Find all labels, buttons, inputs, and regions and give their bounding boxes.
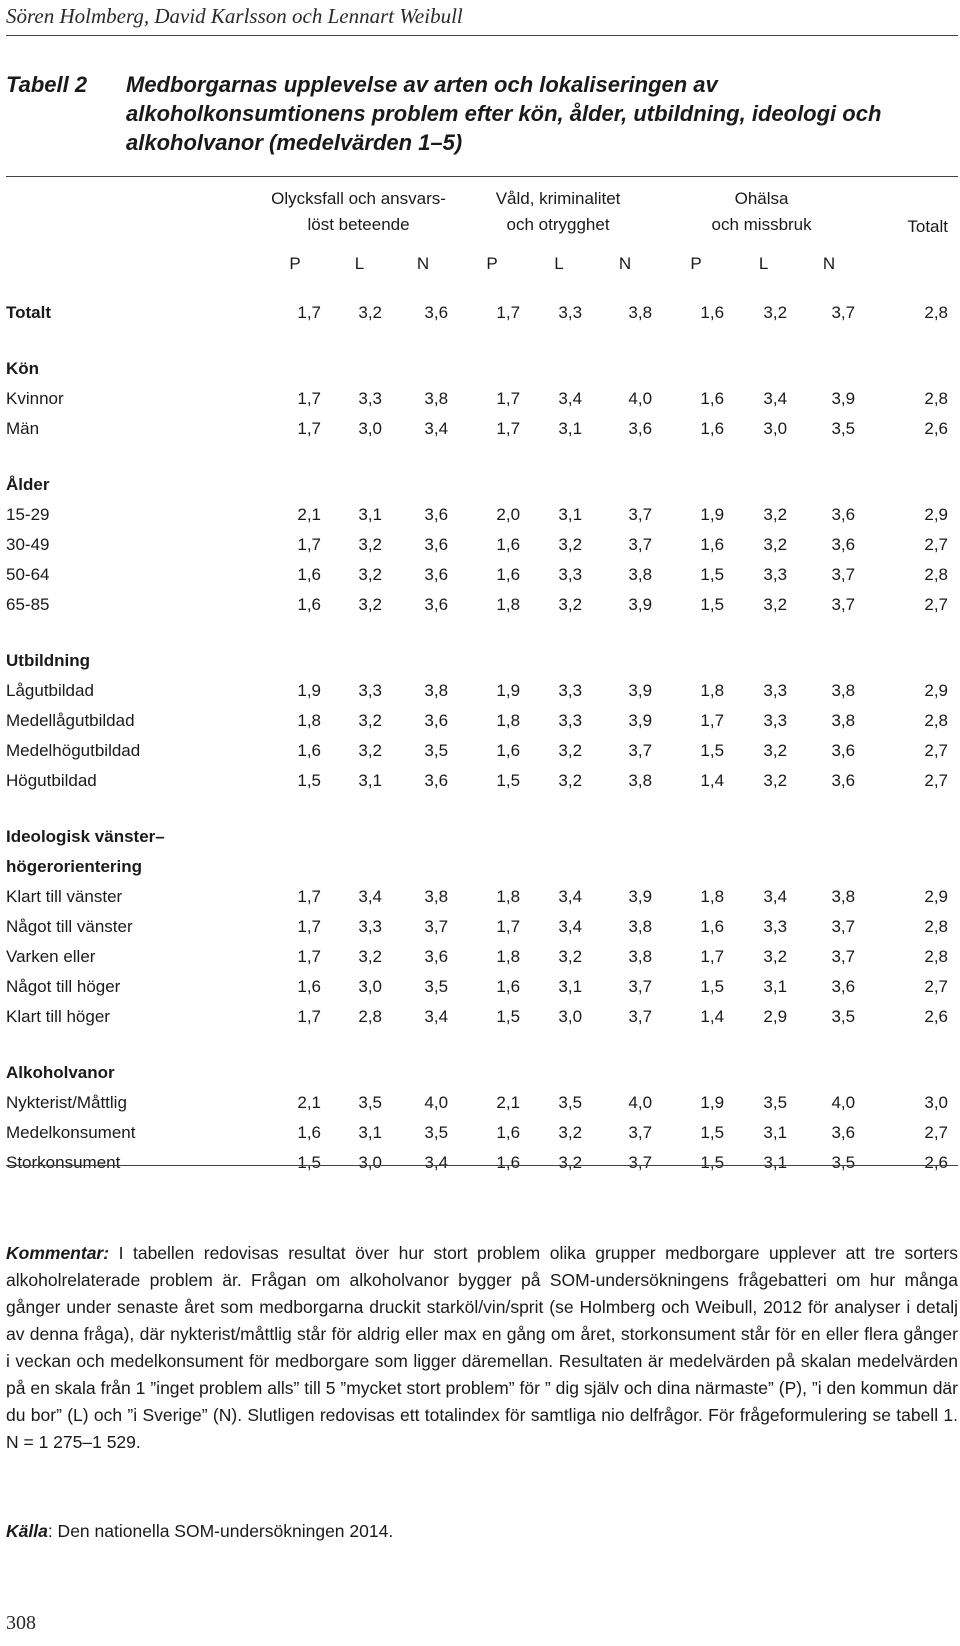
running-head: Sören Holmberg, David Karlsson och Lennart Weibull (6, 4, 463, 28)
value-cell: 2,8 (924, 947, 948, 966)
row-label: Nykterist/Måttlig (6, 1093, 127, 1112)
value-cell: 3,6 (831, 535, 856, 554)
value-cell: 1,5 (297, 1153, 321, 1172)
row-label: Medellågutbildad (6, 711, 135, 730)
value-cell: 2,1 (297, 1093, 321, 1112)
value-cell: 1,7 (297, 1007, 321, 1026)
value-cell: 3,6 (831, 1123, 856, 1142)
value-cell: 3,6 (424, 505, 449, 524)
value-cell: 1,5 (496, 771, 521, 790)
value-cell: 2,9 (924, 681, 948, 700)
spacer-cell (6, 328, 956, 354)
source-note (6, 1521, 393, 1542)
value-cell: 3,1 (763, 1123, 788, 1142)
value-cell: 3,9 (628, 887, 653, 906)
results-table (6, 186, 956, 1178)
value-cell: 1,8 (496, 947, 521, 966)
value-cell: 3,0 (558, 1007, 583, 1026)
value-cell: 3,3 (358, 917, 382, 936)
value-cell: 1,8 (700, 887, 725, 906)
value-cell: 3,8 (628, 771, 653, 790)
section-title: Utbildning (6, 651, 91, 670)
value-cell: 2,7 (924, 771, 948, 790)
section-header-row (6, 354, 956, 384)
value-cell: 3,5 (424, 741, 449, 760)
section-header-row (6, 470, 956, 500)
value-cell: 3,2 (763, 947, 788, 966)
value-cell: 3,5 (831, 1153, 856, 1172)
value-cell: 3,2 (763, 535, 788, 554)
value-cell: 1,5 (700, 1153, 725, 1172)
value-cell: 3,7 (628, 1007, 653, 1026)
sub-header-l: L (758, 254, 769, 273)
sub-header-p: P (690, 254, 702, 273)
row-label: Medelhögutbildad (6, 741, 141, 760)
value-cell: 3,7 (628, 1153, 653, 1172)
value-cell: 3,8 (628, 917, 653, 936)
spacer-cell (6, 1032, 956, 1058)
value-cell: 3,8 (831, 887, 856, 906)
value-cell: 1,6 (496, 1153, 521, 1172)
group-header-health: Ohälsa och missbruk (711, 189, 812, 234)
value-cell: 3,6 (628, 419, 653, 438)
row-label: Storkonsument (6, 1153, 121, 1172)
value-cell: 1,8 (496, 887, 521, 906)
header-blank (863, 242, 956, 286)
value-cell: 1,6 (297, 595, 321, 614)
row-label: 15-29 (6, 505, 50, 524)
source-label: Källa (6, 1521, 48, 1541)
value-cell: 3,2 (558, 771, 583, 790)
value-cell: 3,3 (558, 681, 583, 700)
value-cell: 3,6 (424, 771, 449, 790)
value-cell: 2,6 (924, 1153, 948, 1172)
section-title: Alkoholvanor (6, 1063, 115, 1082)
table-row (6, 912, 956, 942)
value-cell: 1,7 (700, 947, 725, 966)
value-cell: 3,4 (763, 887, 788, 906)
value-cell: 3,5 (358, 1093, 382, 1112)
table-row (6, 676, 956, 706)
value-cell: 3,7 (628, 977, 653, 996)
value-cell: 3,2 (763, 595, 788, 614)
value-cell: 2,8 (924, 565, 948, 584)
value-cell: 2,9 (924, 887, 948, 906)
value-cell: 3,9 (628, 711, 653, 730)
value-cell: 3,0 (924, 1093, 948, 1112)
value-cell: 3,6 (831, 771, 856, 790)
value-cell: 3,0 (763, 419, 788, 438)
value-cell: 2,1 (297, 505, 321, 524)
value-cell: 1,6 (496, 977, 521, 996)
row-label: Lågutbildad (6, 681, 94, 700)
value-cell: 1,7 (297, 917, 321, 936)
value-cell: 2,6 (924, 1007, 948, 1026)
value-cell: 1,5 (700, 741, 725, 760)
spacer-cell (6, 444, 956, 470)
value-cell: 3,4 (424, 1007, 449, 1026)
section-header-row (6, 852, 956, 882)
value-cell: 3,2 (763, 303, 788, 322)
value-cell: 3,2 (558, 947, 583, 966)
value-cell: 3,6 (424, 303, 449, 322)
row-label: Klart till höger (6, 1007, 110, 1026)
value-cell: 3,0 (358, 977, 382, 996)
value-cell: 1,6 (700, 419, 725, 438)
comment-paragraph (6, 1240, 958, 1456)
value-cell: 3,2 (558, 741, 583, 760)
spacer-row (6, 796, 956, 822)
value-cell: 3,6 (831, 977, 856, 996)
group-header-accidents: Olycksfall och ansvars- löst beteende (271, 189, 446, 234)
value-cell: 3,7 (628, 535, 653, 554)
spacer-cell (6, 286, 956, 298)
value-cell: 3,0 (358, 419, 382, 438)
value-cell: 3,4 (763, 389, 788, 408)
sub-header-n: N (618, 254, 632, 273)
value-cell: 3,7 (831, 303, 856, 322)
value-cell: 1,6 (700, 917, 725, 936)
value-cell: 1,7 (297, 303, 321, 322)
value-cell: 4,0 (424, 1093, 449, 1112)
value-cell: 3,8 (628, 947, 653, 966)
value-cell: 3,2 (358, 595, 382, 614)
value-cell: 3,5 (831, 419, 856, 438)
value-cell: 1,6 (496, 1123, 521, 1142)
sub-header-n: N (416, 254, 430, 273)
value-cell: 3,1 (558, 505, 583, 524)
value-cell: 1,6 (496, 535, 521, 554)
value-cell: 3,9 (831, 389, 856, 408)
value-cell: 1,5 (496, 1007, 521, 1026)
value-cell: 1,5 (700, 595, 725, 614)
table-row (6, 972, 956, 1002)
value-cell: 3,6 (424, 565, 449, 584)
value-cell: 3,7 (628, 1123, 653, 1142)
value-cell: 3,3 (763, 681, 788, 700)
value-cell: 3,4 (558, 389, 583, 408)
value-cell: 3,2 (358, 741, 382, 760)
section-header-row (6, 646, 956, 676)
value-cell: 1,7 (297, 419, 321, 438)
value-cell: 2,7 (924, 977, 948, 996)
value-cell: 2,0 (496, 505, 521, 524)
table-row (6, 298, 956, 328)
value-cell: 1,5 (700, 977, 725, 996)
value-cell: 3,0 (358, 1153, 382, 1172)
value-cell: 3,3 (358, 389, 382, 408)
value-cell: 2,1 (496, 1093, 521, 1112)
value-cell: 1,9 (700, 1093, 725, 1112)
value-cell: 1,4 (700, 1007, 725, 1026)
table-caption-label: Tabell 2 (6, 72, 88, 97)
value-cell: 2,7 (924, 741, 948, 760)
value-cell: 3,3 (763, 917, 788, 936)
value-cell: 3,6 (424, 947, 449, 966)
value-cell: 1,4 (700, 771, 725, 790)
table-row (6, 530, 956, 560)
row-label: Medelkonsument (6, 1123, 136, 1142)
value-cell: 3,2 (763, 505, 788, 524)
value-cell: 3,2 (763, 741, 788, 760)
value-cell: 3,9 (628, 595, 653, 614)
value-cell: 1,8 (496, 595, 521, 614)
value-cell: 3,2 (558, 595, 583, 614)
value-cell: 1,8 (297, 711, 321, 730)
value-cell: 1,5 (297, 771, 321, 790)
value-cell: 3,8 (628, 303, 653, 322)
table-row (6, 942, 956, 972)
value-cell: 3,4 (424, 1153, 449, 1172)
spacer-row (6, 444, 956, 470)
value-cell: 3,5 (424, 977, 449, 996)
value-cell: 1,6 (496, 741, 521, 760)
value-cell: 2,7 (924, 595, 948, 614)
value-cell: 3,1 (358, 1123, 382, 1142)
row-label: Totalt (6, 303, 52, 322)
value-cell: 1,6 (496, 565, 521, 584)
table-row (6, 500, 956, 530)
value-cell: 3,6 (424, 535, 449, 554)
value-cell: 2,8 (358, 1007, 382, 1026)
value-cell: 3,6 (831, 741, 856, 760)
value-cell: 3,5 (558, 1093, 583, 1112)
value-cell: 3,1 (358, 771, 382, 790)
value-cell: 3,6 (424, 711, 449, 730)
sub-header-n: N (822, 254, 836, 273)
value-cell: 3,8 (628, 565, 653, 584)
header-rule (6, 35, 958, 36)
sub-header-l: L (554, 254, 564, 273)
value-cell: 1,5 (700, 565, 725, 584)
value-cell: 2,7 (924, 535, 948, 554)
row-label: Högutbildad (6, 771, 97, 790)
value-cell: 1,8 (496, 711, 521, 730)
table-row (6, 1118, 956, 1148)
row-label: Något till vänster (6, 917, 133, 936)
value-cell: 1,6 (700, 303, 725, 322)
value-cell: 3,4 (558, 887, 583, 906)
value-cell: 3,7 (628, 505, 653, 524)
header-blank (6, 242, 261, 286)
value-cell: 3,7 (831, 917, 856, 936)
table-row (6, 1088, 956, 1118)
group-header-total: Totalt (907, 217, 948, 236)
spacer-cell (6, 796, 956, 822)
table-row (6, 706, 956, 736)
value-cell: 3,7 (628, 741, 653, 760)
header-blank (6, 186, 261, 242)
value-cell: 3,8 (831, 681, 856, 700)
row-label: Klart till vänster (6, 887, 123, 906)
section-title: högerorientering (6, 857, 143, 876)
value-cell: 1,7 (496, 917, 521, 936)
value-cell: 3,1 (558, 977, 583, 996)
table-row (6, 882, 956, 912)
value-cell: 1,6 (297, 741, 321, 760)
value-cell: 3,9 (628, 681, 653, 700)
spacer-row (6, 328, 956, 354)
value-cell: 3,1 (763, 1153, 788, 1172)
value-cell: 2,7 (924, 1123, 948, 1142)
table-row (6, 766, 956, 796)
value-cell: 4,0 (628, 1093, 653, 1112)
row-label: Varken eller (6, 947, 96, 966)
value-cell: 4,0 (831, 1093, 856, 1112)
page-number: 308 (6, 1612, 36, 1634)
value-cell: 2,9 (924, 505, 948, 524)
value-cell: 3,3 (763, 565, 788, 584)
group-header-violence: Våld, kriminalitet och otrygghet (495, 189, 621, 234)
value-cell: 1,7 (496, 303, 521, 322)
value-cell: 3,7 (424, 917, 449, 936)
row-label: 30-49 (6, 535, 50, 554)
value-cell: 3,4 (424, 419, 449, 438)
value-cell: 1,6 (297, 565, 321, 584)
value-cell: 3,5 (424, 1123, 449, 1142)
value-cell: 3,1 (763, 977, 788, 996)
value-cell: 1,9 (297, 681, 321, 700)
value-cell: 2,8 (924, 917, 948, 936)
value-cell: 3,8 (424, 389, 449, 408)
value-cell: 1,8 (700, 681, 725, 700)
value-cell: 3,2 (358, 535, 382, 554)
value-cell: 2,8 (924, 389, 948, 408)
value-cell: 1,9 (700, 505, 725, 524)
row-label: 50-64 (6, 565, 50, 584)
value-cell: 1,7 (297, 389, 321, 408)
sub-header-row (6, 242, 956, 286)
value-cell: 1,7 (297, 947, 321, 966)
table-caption-title: Medborgarnas upplevelse av arten och lokaliseringen av alkoholkonsumtionens problem efter kön, ålder, utbildning, ideologi och alkoholvanor (medelvärden 1–5) (126, 72, 882, 155)
value-cell: 3,3 (558, 565, 583, 584)
section-header-row (6, 1058, 956, 1088)
value-cell: 1,5 (700, 1123, 725, 1142)
value-cell: 3,3 (763, 711, 788, 730)
table-row (6, 1148, 956, 1178)
table-bottom-rule (6, 1165, 958, 1166)
value-cell: 3,2 (358, 565, 382, 584)
value-cell: 3,2 (358, 711, 382, 730)
table-row (6, 1002, 956, 1032)
value-cell: 1,9 (496, 681, 521, 700)
value-cell: 3,2 (558, 535, 583, 554)
value-cell: 3,3 (558, 711, 583, 730)
value-cell: 3,2 (358, 947, 382, 966)
source-text: : Den nationella SOM-undersökningen 2014. (47, 1521, 394, 1541)
table-row (6, 560, 956, 590)
table-row (6, 384, 956, 414)
value-cell: 2,9 (763, 1007, 788, 1026)
value-cell: 3,6 (831, 505, 856, 524)
table-row (6, 590, 956, 620)
spacer-row (6, 620, 956, 646)
value-cell: 1,7 (700, 711, 725, 730)
value-cell: 3,8 (424, 887, 449, 906)
group-header-row (6, 186, 956, 242)
value-cell: 1,6 (700, 389, 725, 408)
value-cell: 3,1 (358, 505, 382, 524)
value-cell: 3,2 (558, 1123, 583, 1142)
value-cell: 3,2 (763, 771, 788, 790)
section-title: Ideologisk vänster– (6, 827, 165, 846)
value-cell: 3,2 (358, 303, 382, 322)
section-title: Ålder (6, 475, 50, 494)
value-cell: 1,7 (496, 389, 521, 408)
value-cell: 4,0 (628, 389, 653, 408)
value-cell: 1,6 (700, 535, 725, 554)
comment-text: I tabellen redovisas resultat över hur stort problem olika grupper medborgare upplever att tre sorters alkoholrelaterade problem är. Frågan om alkoholvanor bygger på SOM-undersökningens frågebatteri om hur många gånger under senaste året som medborgarna druckit starköl/vin/sprit (se Holmberg och Weibull, 2012 för analyser i detalj av denna fråga), där nykterist/måttlig står för aldrig eller max en gång om året, storkonsument står för en eller flera gånger i veckan och medelkonsument för medborgare som ligger däremellan. Resultaten är medelvärden på skalan medelvärden på en skala från 1 ”inget problem alls” till 5 ”mycket stort problem” för ” dig själv och dina närmaste” (P), ”i den kommun där du bor” (L) och ”i Sverige” (N). Slutligen redovisas ett totalindex för samtliga nio delfrågor. För frågeformulering se tabell 1. N = 1 275–1 529. (6, 1243, 958, 1452)
comment-label: Kommentar: (6, 1243, 110, 1263)
value-cell: 3,3 (558, 303, 583, 322)
spacer-row (6, 1032, 956, 1058)
value-cell: 1,7 (496, 419, 521, 438)
value-cell: 2,8 (924, 303, 948, 322)
value-cell: 1,7 (297, 535, 321, 554)
value-cell: 3,8 (424, 681, 449, 700)
value-cell: 1,7 (297, 887, 321, 906)
row-label: 65-85 (6, 595, 50, 614)
table-body (6, 286, 956, 1178)
sub-header-p: P (486, 254, 498, 273)
value-cell: 3,5 (831, 1007, 856, 1026)
sub-header-l: L (354, 254, 365, 273)
spacer-cell (6, 620, 956, 646)
table-row (6, 736, 956, 766)
section-header-row (6, 822, 956, 852)
sub-header-p: P (289, 254, 301, 273)
value-cell: 3,7 (831, 595, 856, 614)
value-cell: 3,2 (558, 1153, 583, 1172)
row-label: Något till höger (6, 977, 121, 996)
value-cell: 3,3 (358, 681, 382, 700)
value-cell: 3,1 (558, 419, 583, 438)
value-cell: 3,5 (763, 1093, 788, 1112)
value-cell: 3,4 (358, 887, 382, 906)
table-row (6, 414, 956, 444)
value-cell: 3,7 (831, 947, 856, 966)
row-label: Kvinnor (6, 389, 64, 408)
value-cell: 1,6 (297, 977, 321, 996)
value-cell: 2,6 (924, 419, 948, 438)
value-cell: 2,8 (924, 711, 948, 730)
row-label: Män (6, 419, 40, 438)
table-top-rule (6, 176, 958, 177)
section-title: Kön (6, 359, 40, 378)
value-cell: 1,6 (297, 1123, 321, 1142)
value-cell: 3,4 (558, 917, 583, 936)
value-cell: 3,8 (831, 711, 856, 730)
spacer-row (6, 286, 956, 298)
value-cell: 3,7 (831, 565, 856, 584)
value-cell: 3,6 (424, 595, 449, 614)
